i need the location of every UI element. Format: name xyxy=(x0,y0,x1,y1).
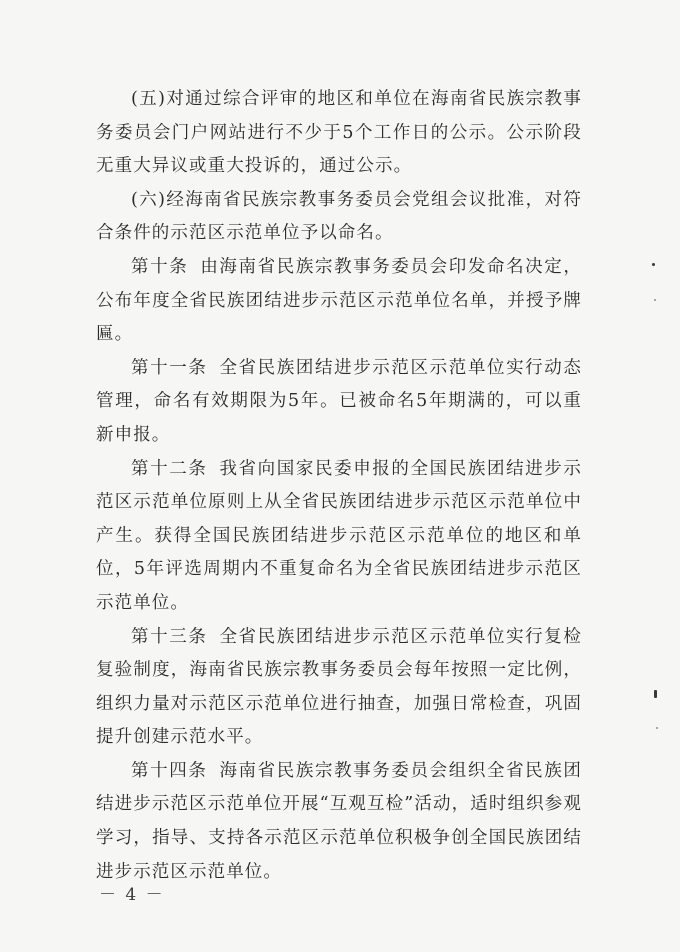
scan-speck xyxy=(654,299,656,301)
paragraph-text: 海南省民族宗教事务委员会组织全省民族团结进步示范区示范单位开展“互观互检”活动，适时组织参观学习，指导、支持各示范区示范单位积极争创全国民族团结进步示范区示范单位。 xyxy=(96,760,582,882)
paragraph-text: 由海南省民族宗教事务委员会印发命名决定，公布年度全省民族团结进步示范区示范单位名单，并授予牌匾。 xyxy=(96,256,582,345)
article-label: 第十二条 xyxy=(131,458,208,479)
paragraph-clause-6 xyxy=(96,184,582,251)
scan-speck xyxy=(654,690,657,698)
paragraph-text: 我省向国家民委申报的全国民族团结进步示范区示范单位原则上从全省民族团结进步示范区示范单位中产生。获得全国民族团结进步示范区示范单位的地区和单位，5年评选周期内不重复命名为全省民族团结进步示范区示范单位。 xyxy=(96,458,582,613)
article-label: 第十条 xyxy=(131,256,189,277)
paragraph-text: (五)对通过综合评审的地区和单位在海南省民族宗教事务委员会门户网站进行不少于5个工作日的公示。公示阶段无重大异议或重大投诉的，通过公示。 xyxy=(96,89,582,177)
article-label: 第十四条 xyxy=(131,760,208,781)
paragraph-article-11 xyxy=(96,352,582,453)
paragraph-text: (六)经海南省民族宗教事务委员会党组会议批准，对符合条件的示范区示范单位予以命名。 xyxy=(96,189,582,244)
document-body xyxy=(96,83,582,889)
paragraph-text: 全省民族团结进步示范区示范单位实行动态管理，命名有效期限为5年。已被命名5年期满的，可以重新申报。 xyxy=(96,357,582,445)
paragraph-article-14 xyxy=(96,755,582,889)
paragraph-clause-5 xyxy=(96,83,582,184)
page-number: － 4 － xyxy=(99,885,165,905)
paragraph-article-10 xyxy=(96,251,582,352)
paragraph-article-13 xyxy=(96,621,582,755)
paragraph-article-12 xyxy=(96,453,582,621)
article-label: 第十三条 xyxy=(131,626,208,647)
scan-speck xyxy=(656,727,658,729)
scan-speck xyxy=(652,263,655,266)
paragraph-text: 全省民族团结进步示范区示范单位实行复检复验制度，海南省民族宗教事务委员会每年按照一定比例，组织力量对示范区示范单位进行抽查，加强日常检查，巩固提升创建示范水平。 xyxy=(96,626,582,748)
article-label: 第十一条 xyxy=(131,357,208,378)
